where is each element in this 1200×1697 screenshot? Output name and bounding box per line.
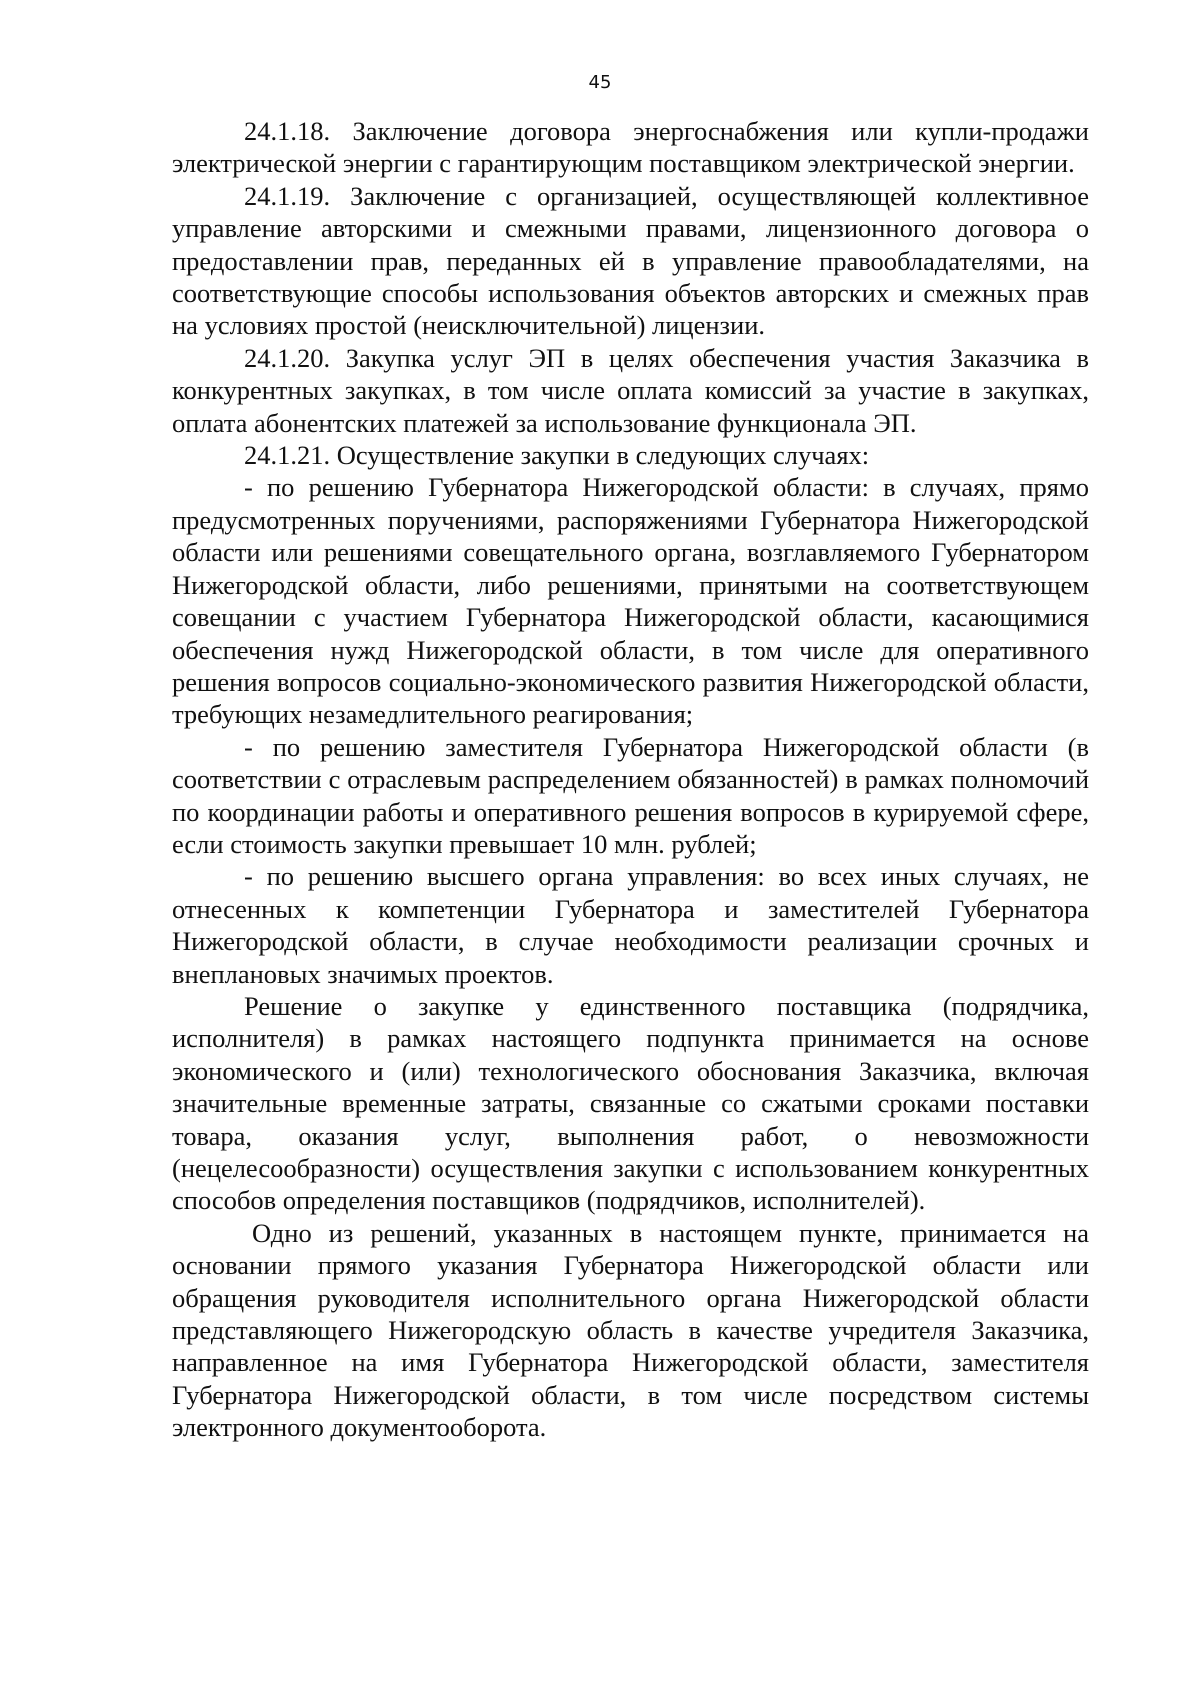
list-item-deputy-governor-decision: - по решению заместителя Губернатора Нижегородской области (в соответствии с отраслевым распределением обязанностей) в рамках полномочий по координации работы и оперативного решения вопросов в курируемой сфере, если стоимость закупки превышает 10 млн. рублей; bbox=[172, 731, 1089, 859]
page-number: 45 bbox=[588, 72, 612, 93]
list-item-highest-body-decision: - по решению высшего органа управления: во всех иных случаях, не отнесенных к компетенции Губернатора и заместителей Губернатора Нижегородской области, в случае необходимости реализации срочных и внеплановых значимых проектов. bbox=[172, 861, 1089, 989]
list-item-governor-decision: - по решению Губернатора Нижегородской области: в случаях, прямо предусмотренных поручениями, распоряжениями Губернатора Нижегородской области или решениями совещательного органа, возглавляемого Губернатором Нижегородской области, либо решениями, принятыми на соответствующем совещании с участием Губернатора Нижегородской области, касающимися обеспечения нужд Нижегородской области, в том числе для оперативного решения вопросов социально-экономического развития Нижегородской области, требующих незамедлительного реагирования; bbox=[172, 472, 1089, 730]
paragraph-24-1-20: 24.1.20. Закупка услуг ЭП в целях обеспечения участия Заказчика в конкурентных закупках, в том числе оплата комиссий за участие в закупках, оплата абонентских платежей за использование функционала ЭП. bbox=[172, 342, 1089, 438]
paragraph-24-1-18: 24.1.18. Заключение договора энергоснабжения или купли-продажи электрической энергии с гарантирующим поставщиком электрической энергии. bbox=[172, 116, 1089, 179]
paragraph-24-1-21: 24.1.21. Осуществление закупки в следующих случаях: bbox=[244, 440, 870, 471]
paragraph-24-1-19: 24.1.19. Заключение с организацией, осуществляющей коллективное управление авторскими и смежными правами, лицензионного договора о предоставлении прав, переданных ей в управление правообладателями, на соответствующие способы использования объектов авторских и смежных прав на условиях простой (неисключительной) лицензии. bbox=[172, 180, 1089, 341]
document-body bbox=[172, 115, 1089, 1444]
paragraph-sole-supplier-decision: Решение о закупке у единственного поставщика (подрядчика, исполнителя) в рамках настоящего подпункта принимается на основе экономического и (или) технологического обоснования Заказчика, включая значительные временные затраты, связанные со сжатыми сроками поставки товара, оказания услуг, выполнения работ, о невозможности (нецелесообразности) осуществления закупки с использованием конкурентных способов определения поставщиков (подрядчиков, исполнителей). bbox=[172, 990, 1089, 1216]
paragraph-decision-basis: Одно из решений, указанных в настоящем пункте, принимается на основании прямого указания Губернатора Нижегородской области или обращения руководителя исполнительного органа Нижегородской области представляющего Нижегородскую область в качестве учредителя Заказчика, направленное на имя Губернатора Нижегородской области, заместителя Губернатора Нижегородской области, в том числе посредством системы электронного документооборота. bbox=[172, 1217, 1089, 1443]
